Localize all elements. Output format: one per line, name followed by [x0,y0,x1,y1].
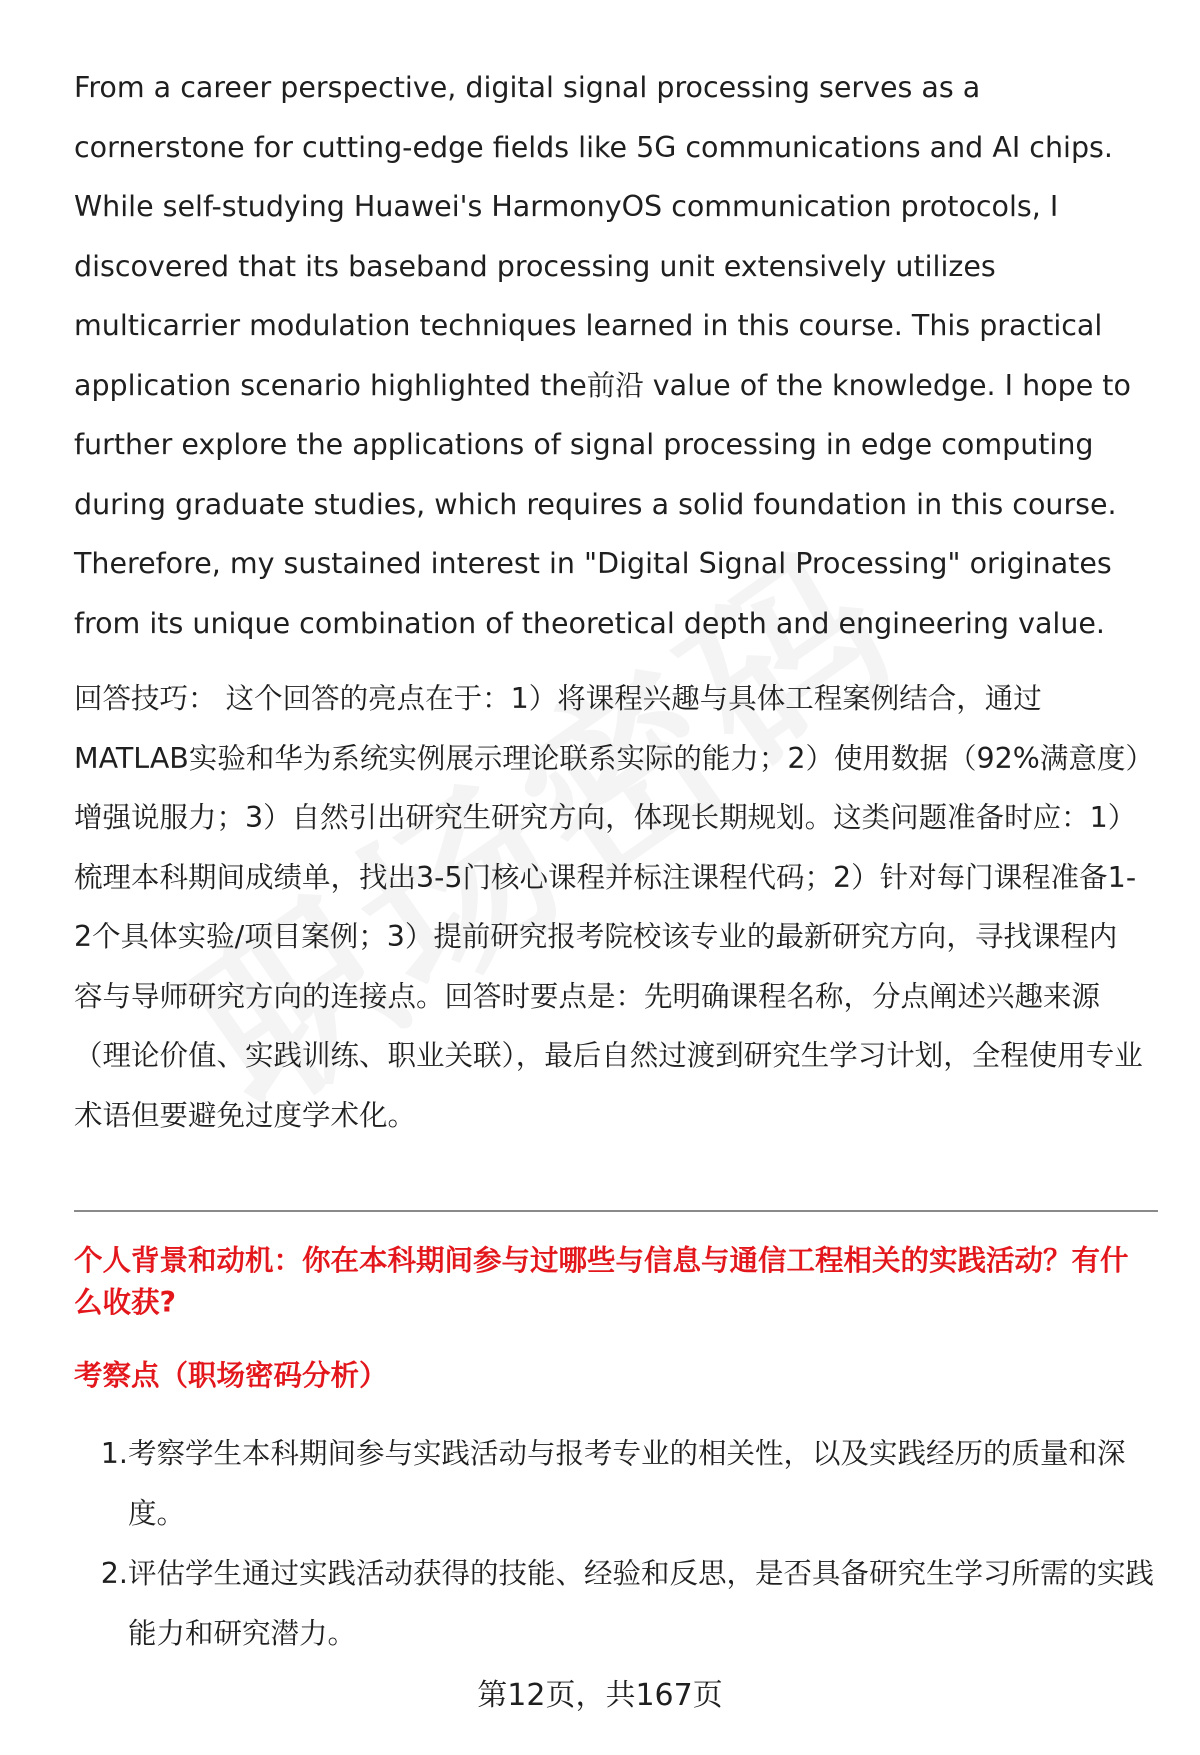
list-item [74,1544,1154,1663]
main-content [74,58,1144,1174]
intro-paragraph: From a career perspective, digital signal processing serves as a cornerstone for cutting-edge fields like 5G communications and AI chips. While self-studying Huawei's HarmonyOS communication protocols, I discovered that its baseband processing unit extensively utilizes multicarrier modulation techniques learned in this course. This practical application scenario highlighted the前沿 value of the knowledge. I hope to further explore the applications of signal processing in edge computing during graduate studies, which requires a solid foundation in this course. Therefore, my sustained interest in "Digital Signal Processing" originates from its unique combination of theoretical depth and engineering value. [74,71,1131,640]
tips-label: 回答技巧： [74,682,217,715]
list-item-number: 1. [100,1437,128,1470]
section-divider [74,1210,1158,1212]
page-number-footer: 第12页，共167页 [477,1678,723,1713]
list-item-text: 评估学生通过实践活动获得的技能、经验和反思，是否具备研究生学习所需的实践能力和研究潜力。 [128,1557,1155,1650]
assessment-points-heading: 考察点（职场密码分析） [74,1359,388,1392]
tips-text: 这个回答的亮点在于：1）将课程兴趣与具体工程案例结合，通过MATLAB实验和华为系统实例展示理论联系实际的能力；2）使用数据（92%满意度）增强说服力；3）自然引出研究生研究方向，体现长期规划。这类问题准备时应：1）梳理本科期间成绩单，找出3-5门核心课程并标注课程代码；2）针对每门课程准备1-2个具体实验/项目案例；3）提前研究报考院校该专业的最新研究方向，寻找课程内容与导师研究方向的连接点。回答时要点是：先明确课程名称，分点阐述兴趣来源（理论价值、实践训练、职业关联），最后自然过渡到研究生学习计划，全程使用专业术语但要避免过度学术化。 [74,682,1143,1132]
list-item-number: 2. [100,1557,128,1590]
list-item [74,1424,1154,1543]
list-item-text: 考察学生本科期间参与实践活动与报考专业的相关性，以及实践经历的质量和深度。 [128,1437,1126,1530]
question-heading: 个人背景和动机：你在本科期间参与过哪些与信息与通信工程相关的实践活动？有什么收获? [74,1244,1129,1319]
answer-tips [74,669,1144,1145]
assessment-points-list [74,1424,1154,1664]
